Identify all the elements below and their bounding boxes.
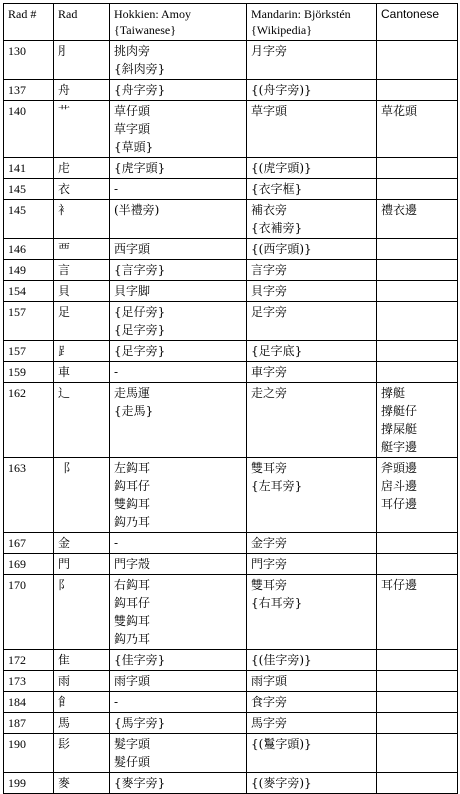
hokkien-name: 髮字頭 (114, 737, 151, 751)
cantonese-cell (377, 341, 458, 362)
cantonese-name: 斧頭邊 (381, 461, 418, 475)
mandarin-cell (247, 341, 377, 362)
hokkien-name: 雨字頭 (114, 674, 151, 688)
hokkien-name: 草仔頭 (114, 104, 151, 118)
hokkien-cell (110, 158, 247, 179)
radical-glyph-cell: ⾐ (54, 179, 110, 200)
mandarin-cell (247, 200, 377, 239)
hokkien-cell (110, 101, 247, 158)
radical-glyph-cell: ⻊ (54, 341, 110, 362)
hokkien-name: {足字旁} (114, 323, 166, 337)
mandarin-cell (247, 302, 377, 341)
table-row (4, 179, 458, 200)
mandarin-cell (247, 713, 377, 734)
hokkien-cell (110, 341, 247, 362)
table-row (4, 533, 458, 554)
mandarin-name: 馬字旁 (251, 716, 288, 730)
mandarin-name: 草字頭 (251, 104, 288, 118)
cantonese-cell (377, 101, 458, 158)
hokkien-name: 髮仔頭 (114, 755, 151, 769)
hokkien-cell (110, 383, 247, 458)
radical-glyph-cell: ⾽ (54, 734, 110, 773)
table-row (4, 671, 458, 692)
cantonese-cell (377, 650, 458, 671)
hokkien-cell (110, 533, 247, 554)
mandarin-cell (247, 383, 377, 458)
table-row (4, 650, 458, 671)
header-rad (54, 4, 110, 41)
radical-glyph-cell: ⻂ (54, 200, 110, 239)
table-row (4, 362, 458, 383)
cantonese-cell (377, 80, 458, 101)
mandarin-cell (247, 533, 377, 554)
mandarin-name: 雙耳旁 (251, 578, 288, 592)
cantonese-name: 撐艇仔 (381, 404, 418, 418)
radical-number-cell: 157 (4, 341, 54, 362)
hokkien-name: 鈎乃耳 (114, 515, 151, 529)
table-row (4, 41, 458, 80)
hokkien-cell (110, 41, 247, 80)
mandarin-cell (247, 362, 377, 383)
radical-number-cell: 190 (4, 734, 54, 773)
cantonese-cell (377, 362, 458, 383)
hokkien-name: 左鈎耳 (114, 461, 151, 475)
radical-glyph-cell: ⾙ (54, 281, 110, 302)
cantonese-cell (377, 575, 458, 650)
radical-number-cell: 145 (4, 179, 54, 200)
mandarin-cell (247, 260, 377, 281)
radical-number-cell: 149 (4, 260, 54, 281)
radical-glyph-cell: ⾔ (54, 260, 110, 281)
cantonese-cell (377, 158, 458, 179)
radical-number-cell: 130 (4, 41, 54, 80)
header-row (4, 4, 458, 41)
header-text: Cantonese (381, 7, 440, 21)
hokkien-name: {斜肉旁} (114, 62, 166, 76)
hokkien-name: - (114, 536, 119, 550)
mandarin-name: 車字旁 (251, 365, 288, 379)
radical-number-cell: 172 (4, 650, 54, 671)
radical-glyph-cell: ⾌ (54, 158, 110, 179)
mandarin-name: {衣補旁} (251, 221, 303, 235)
header-subtext: {Taiwanese} (114, 23, 176, 37)
table-row (4, 302, 458, 341)
mandarin-name: {衣字框} (251, 182, 303, 196)
radical-glyph-cell: ⾬ (54, 671, 110, 692)
cantonese-cell (377, 671, 458, 692)
mandarin-name: {(虎字頭)} (251, 161, 312, 175)
hokkien-cell (110, 650, 247, 671)
hokkien-cell (110, 458, 247, 533)
cantonese-cell (377, 692, 458, 713)
cantonese-cell (377, 41, 458, 80)
radical-names-table (3, 3, 458, 794)
mandarin-name: 走之旁 (251, 386, 288, 400)
hokkien-name: {走馬} (114, 404, 154, 418)
hokkien-name: 門字殼 (114, 557, 151, 571)
radical-number-cell: 184 (4, 692, 54, 713)
hokkien-name: 鈎耳仔 (114, 479, 151, 493)
mandarin-cell (247, 458, 377, 533)
table-row (4, 554, 458, 575)
cantonese-name: 艇字邊 (381, 440, 418, 454)
radical-glyph-cell: ⻌ (54, 383, 110, 458)
hokkien-cell (110, 179, 247, 200)
radical-glyph-cell: ⿆ (54, 773, 110, 794)
radical-number-cell: 170 (4, 575, 54, 650)
hokkien-name: 貝字脚 (114, 284, 151, 298)
radical-number-cell: 137 (4, 80, 54, 101)
mandarin-name: {(鬘字頭)} (251, 737, 312, 751)
hokkien-name: - (114, 365, 119, 379)
hokkien-name: - (114, 695, 119, 709)
mandarin-cell (247, 650, 377, 671)
table-row (4, 383, 458, 458)
hokkien-name: 鈎乃耳 (114, 632, 151, 646)
radical-number-cell: 159 (4, 362, 54, 383)
hokkien-cell (110, 239, 247, 260)
mandarin-cell (247, 734, 377, 773)
table-row (4, 692, 458, 713)
mandarin-name: {(麥字旁)} (251, 776, 312, 790)
cantonese-cell (377, 554, 458, 575)
table-row (4, 200, 458, 239)
hokkien-cell (110, 773, 247, 794)
radical-number-cell: 141 (4, 158, 54, 179)
radical-number-cell: 163 (4, 458, 54, 533)
hokkien-cell (110, 260, 247, 281)
header-text: Rad (58, 7, 78, 21)
mandarin-cell (247, 281, 377, 302)
hokkien-cell (110, 713, 247, 734)
hokkien-name: 鈎耳仔 (114, 596, 151, 610)
hokkien-name: 西字頭 (114, 242, 151, 256)
radical-glyph-cell: ⾺ (54, 713, 110, 734)
header-cantonese (377, 4, 458, 41)
cantonese-name: 撐艇 (381, 386, 406, 400)
radical-number-cell: 145 (4, 200, 54, 239)
hokkien-name: {馬字旁} (114, 716, 166, 730)
hokkien-name: (半禮旁) (114, 203, 160, 217)
mandarin-cell (247, 239, 377, 260)
mandarin-name: 補衣旁 (251, 203, 288, 217)
mandarin-name: {(舟字旁)} (251, 83, 312, 97)
hokkien-name: {草頭} (114, 140, 154, 154)
hokkien-name: 挑肉旁 (114, 44, 151, 58)
table-row (4, 239, 458, 260)
cantonese-cell (377, 734, 458, 773)
radical-glyph-cell: ⺼ (54, 41, 110, 80)
mandarin-name: 雙耳旁 (251, 461, 288, 475)
mandarin-cell (247, 575, 377, 650)
radical-glyph-cell: ⻞ (54, 692, 110, 713)
mandarin-name: 雨字頭 (251, 674, 288, 688)
hokkien-name: {足字旁} (114, 344, 166, 358)
radical-glyph-cell: ⾨ (54, 554, 110, 575)
mandarin-cell (247, 41, 377, 80)
radical-glyph-cell: ⻏ (54, 458, 110, 533)
header-rad-number (4, 4, 54, 41)
radical-number-cell: 199 (4, 773, 54, 794)
mandarin-name: {(西字頭)} (251, 242, 312, 256)
hokkien-cell (110, 692, 247, 713)
mandarin-cell (247, 692, 377, 713)
mandarin-name: 月字旁 (251, 44, 288, 58)
hokkien-name: {佳字旁} (114, 653, 166, 667)
radical-number-cell: 140 (4, 101, 54, 158)
hokkien-cell (110, 302, 247, 341)
radical-glyph-cell: ⾜ (54, 302, 110, 341)
hokkien-cell (110, 362, 247, 383)
header-text: Hokkien: Amoy (114, 7, 191, 21)
mandarin-cell (247, 671, 377, 692)
header-mandarin (247, 4, 377, 41)
cantonese-name: 扂斗邊 (381, 479, 418, 493)
hokkien-cell (110, 200, 247, 239)
radical-number-cell: 157 (4, 302, 54, 341)
radical-glyph-cell: ⾫ (54, 650, 110, 671)
mandarin-cell (247, 773, 377, 794)
table-row (4, 80, 458, 101)
hokkien-name: 草字頭 (114, 122, 151, 136)
radical-number-cell: 187 (4, 713, 54, 734)
cantonese-cell (377, 239, 458, 260)
cantonese-cell (377, 458, 458, 533)
mandarin-cell (247, 554, 377, 575)
mandarin-name: 貝字旁 (251, 284, 288, 298)
mandarin-name: {足字底} (251, 344, 303, 358)
header-text: Rad # (8, 7, 37, 21)
cantonese-name: 禮衣邊 (381, 203, 418, 217)
radical-number-cell: 154 (4, 281, 54, 302)
mandarin-name: 食字旁 (251, 695, 288, 709)
hokkien-name: {麥字旁} (114, 776, 166, 790)
cantonese-cell (377, 260, 458, 281)
table-row (4, 734, 458, 773)
mandarin-name: 門字旁 (251, 557, 288, 571)
table-row (4, 713, 458, 734)
radical-glyph-cell: ⻃ (54, 239, 110, 260)
cantonese-cell (377, 773, 458, 794)
header-subtext: {Wikipedia} (251, 23, 313, 37)
radical-number-cell: 162 (4, 383, 54, 458)
table-row (4, 458, 458, 533)
mandarin-cell (247, 80, 377, 101)
mandarin-name: {右耳旁} (251, 596, 303, 610)
mandarin-name: 金字旁 (251, 536, 288, 550)
cantonese-cell (377, 302, 458, 341)
radical-number-cell: 167 (4, 533, 54, 554)
hokkien-cell (110, 80, 247, 101)
table-row (4, 281, 458, 302)
hokkien-name: 右鈎耳 (114, 578, 151, 592)
mandarin-cell (247, 101, 377, 158)
radical-number-cell: 146 (4, 239, 54, 260)
radical-glyph-cell: ⾈ (54, 80, 110, 101)
cantonese-cell (377, 179, 458, 200)
radical-number-cell: 169 (4, 554, 54, 575)
mandarin-name: 言字旁 (251, 263, 288, 277)
hokkien-cell (110, 554, 247, 575)
hokkien-name: {足仔旁} (114, 305, 166, 319)
hokkien-name: {舟字旁} (114, 83, 166, 97)
cantonese-name: 撐屎艇 (381, 422, 418, 436)
table-row (4, 341, 458, 362)
mandarin-cell (247, 179, 377, 200)
radical-glyph-cell: ⻖ (54, 575, 110, 650)
cantonese-cell (377, 281, 458, 302)
mandarin-name: {(佳字旁)} (251, 653, 312, 667)
mandarin-name: 足字旁 (251, 305, 288, 319)
hokkien-cell (110, 671, 247, 692)
cantonese-cell (377, 383, 458, 458)
hokkien-name: {言字旁} (114, 263, 166, 277)
hokkien-cell (110, 734, 247, 773)
hokkien-name: - (114, 182, 119, 196)
mandarin-name: {左耳旁} (251, 479, 303, 493)
radical-glyph-cell: ⾞ (54, 362, 110, 383)
mandarin-cell (247, 158, 377, 179)
cantonese-name: 草花頭 (381, 104, 418, 118)
radical-glyph-cell: ⾦ (54, 533, 110, 554)
hokkien-name: 雙鈎耳 (114, 497, 151, 511)
radical-glyph-cell: ⺾ (54, 101, 110, 158)
table-row (4, 773, 458, 794)
table-body (4, 41, 458, 794)
hokkien-cell (110, 281, 247, 302)
table-row (4, 101, 458, 158)
cantonese-cell (377, 533, 458, 554)
table-row (4, 575, 458, 650)
table-row (4, 260, 458, 281)
hokkien-name: 雙鈎耳 (114, 614, 151, 628)
cantonese-cell (377, 200, 458, 239)
radical-number-cell: 173 (4, 671, 54, 692)
header-hokkien (110, 4, 247, 41)
hokkien-name: 走馬運 (114, 386, 151, 400)
header-text: Mandarin: Björkstén (251, 7, 351, 21)
hokkien-name: {虎字頭} (114, 161, 166, 175)
cantonese-name: 耳仔邊 (381, 578, 418, 592)
cantonese-name: 耳仔邊 (381, 497, 418, 511)
hokkien-cell (110, 575, 247, 650)
table-row (4, 158, 458, 179)
cantonese-cell (377, 713, 458, 734)
